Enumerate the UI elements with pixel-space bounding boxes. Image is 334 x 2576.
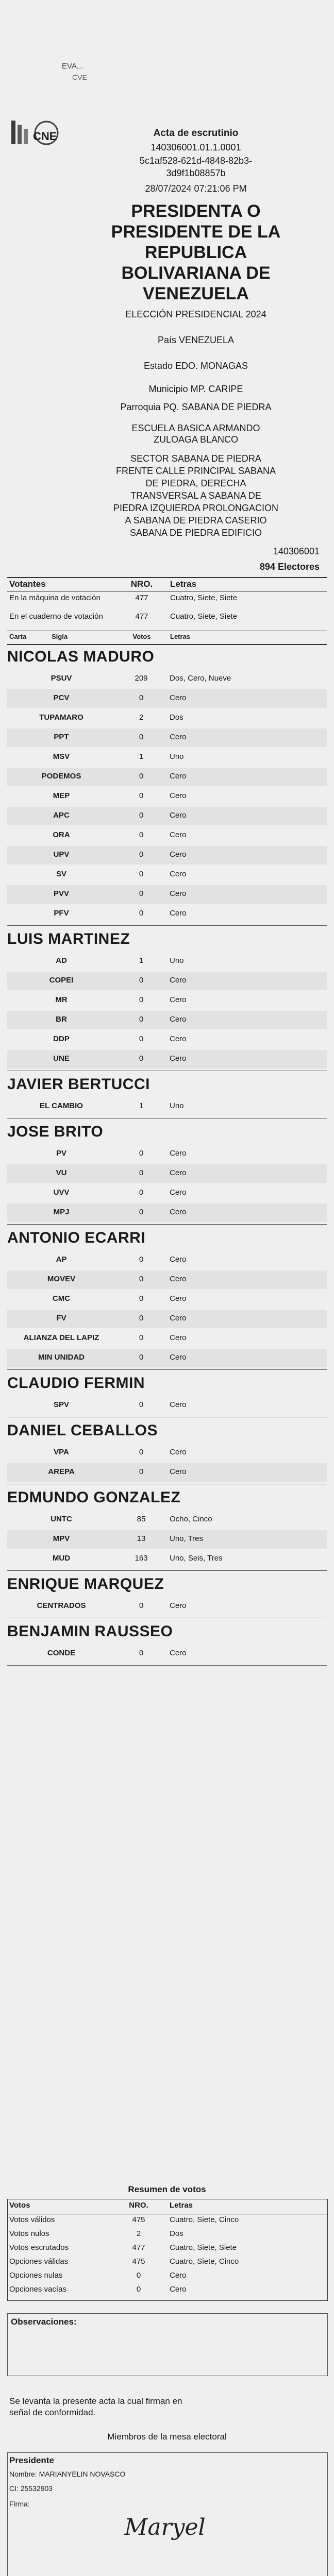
center-code: 140306001 [273, 546, 320, 556]
handwritten-signature: Maryel [124, 2514, 206, 2540]
vote-letters: Cero [170, 811, 187, 820]
vote-count: 0 [139, 831, 144, 839]
vote-count: 0 [139, 995, 144, 1004]
vote-count: 209 [135, 674, 148, 683]
vote-row [7, 670, 327, 688]
vote-letters: Cero [170, 1255, 187, 1264]
vote-row [7, 1145, 327, 1163]
candidate-name: JAVIER BERTUCCI [7, 1076, 150, 1093]
parish: Parroquia PQ. SABANA DE PIEDRA [120, 402, 272, 412]
vote-row [7, 1349, 327, 1367]
vote-count: 0 [139, 1448, 144, 1456]
vote-count: 163 [135, 1554, 148, 1563]
closing-note-line: Se levanta la presente acta la cual firman en [9, 2396, 182, 2406]
vote-count: 0 [139, 1353, 144, 1362]
address-line: SABANA DE PIEDRA EDIFICIO [129, 528, 262, 538]
closing-note-line: señal de conformidad. [9, 2408, 96, 2417]
vote-org: ALIANZA DEL LAPIZ [23, 1333, 99, 1342]
vote-letters: Cero [170, 1314, 187, 1323]
vote-row [7, 1530, 327, 1549]
vote-row [7, 1310, 327, 1328]
vote-org: PSUV [51, 674, 72, 683]
vote-count: 0 [139, 1275, 144, 1283]
vote-row [7, 728, 327, 747]
vote-row [7, 1270, 327, 1289]
timestamp: 28/07/2024 07:21:06 PM [145, 183, 247, 194]
vote-row [7, 689, 327, 708]
vote-count: 0 [139, 1149, 144, 1158]
summary-nro: 0 [136, 2285, 141, 2294]
signature-name: Nombre: MARIANYELIN NOVASCO [9, 2470, 126, 2478]
vote-count: 13 [137, 1534, 146, 1543]
vote-letters: Uno [170, 956, 184, 965]
vote-letters: Cero [170, 1601, 187, 1610]
school-line: ZULOAGA BLANCO [153, 434, 239, 445]
vote-org: CENTRADOS [37, 1601, 86, 1610]
vote-org: ORA [53, 831, 70, 839]
acta-title: Acta de escrutinio [153, 128, 239, 139]
summary-nro: 477 [132, 2243, 145, 2252]
vote-org: PPT [54, 733, 69, 741]
vote-letters: Cero [170, 889, 187, 898]
cne-logo [10, 118, 67, 160]
vote-count: 0 [139, 1168, 144, 1177]
vote-row [7, 885, 327, 904]
election-title-line: PRESIDENTA O [131, 201, 261, 221]
vote-row [7, 1164, 327, 1183]
summary-nro: 0 [136, 2271, 141, 2280]
vote-org: TUPAMARO [39, 713, 84, 722]
candidate-name: ANTONIO ECARRI [7, 1229, 146, 1246]
summary-letters: Cuatro, Siete, Cinco [170, 2257, 239, 2266]
fuzzy-sub-text: CVE [72, 73, 87, 81]
summary-nro: 2 [136, 2229, 141, 2238]
vote-org: DDP [53, 1035, 70, 1043]
vote-count: 2 [139, 713, 144, 722]
vote-org: SPV [53, 1400, 69, 1409]
vote-letters: Cero [170, 1208, 187, 1216]
vote-row [7, 768, 327, 786]
col-votes: Votos [132, 633, 151, 640]
vote-org: EL CAMBIO [40, 1101, 83, 1110]
voters-book-letters: Cuatro, Siete, Siete [170, 612, 238, 621]
vote-letters: Cero [170, 733, 187, 741]
vote-org: MOVEV [47, 1275, 76, 1283]
vote-count: 0 [139, 693, 144, 702]
vote-org: BR [56, 1015, 67, 1024]
observations-label: Observaciones: [11, 2317, 77, 2327]
vote-row [7, 1184, 327, 1202]
vote-letters: Cero [170, 791, 187, 800]
vote-letters: Cero [170, 1448, 187, 1456]
hash-line-2: 3d9f1b08857b [166, 168, 226, 178]
vote-row [7, 866, 327, 884]
vote-letters: Uno [170, 1101, 184, 1110]
address-line: SECTOR SABANA DE PIEDRA [130, 453, 261, 464]
vote-count: 0 [139, 1467, 144, 1476]
vote-org: PODEMOS [41, 772, 81, 781]
vote-letters: Cero [170, 1188, 187, 1197]
vote-letters: Cero [170, 850, 187, 859]
vote-letters: Dos [170, 713, 183, 722]
vote-org: PFV [54, 909, 69, 918]
vote-count: 0 [139, 811, 144, 820]
vote-org: COPEI [49, 976, 74, 985]
vote-letters: Cero [170, 831, 187, 839]
municipality: Municipio MP. CARIPE [148, 384, 243, 394]
vote-letters: Cero [170, 1467, 187, 1476]
summary-row [7, 2229, 327, 2244]
summary-col-nro: NRO. [129, 2201, 148, 2210]
candidate-divider [7, 1224, 327, 1225]
members-title: Miembros de la mesa electoral [107, 2432, 227, 2442]
vote-count: 0 [139, 1035, 144, 1043]
school-line: ESCUELA BASICA ARMANDO [131, 423, 260, 433]
candidate-name: BENJAMIN RAUSSEO [7, 1623, 173, 1640]
vote-org: MUD [52, 1554, 71, 1563]
vote-letters: Cero [170, 1275, 187, 1283]
summary-row [7, 2215, 327, 2230]
col-voters: Votantes [9, 579, 46, 589]
vote-row [7, 1050, 327, 1069]
vote-letters: Cero [170, 693, 187, 702]
summary-label: Votos escrutados [9, 2243, 69, 2252]
vote-row [7, 1645, 327, 1663]
vote-count: 0 [139, 870, 144, 878]
fuzzy-top-text: EVA... [62, 62, 84, 71]
voters-machine-label: En la máquina de votación [9, 594, 101, 602]
state: Estado EDO. MONAGAS [143, 361, 248, 371]
observations-box [7, 2313, 328, 2376]
vote-org: MPV [53, 1534, 70, 1543]
vote-count: 85 [137, 1515, 146, 1523]
vote-org: UPV [53, 850, 70, 859]
vote-letters: Cero [170, 1333, 187, 1342]
summary-label: Opciones válidas [9, 2257, 69, 2266]
vote-row [7, 1550, 327, 1568]
vote-count: 0 [139, 1314, 144, 1323]
vote-letters: Uno [170, 752, 184, 761]
vote-letters: Cero [170, 909, 187, 918]
summary-label: Opciones vacías [9, 2285, 66, 2294]
vote-letters: Uno, Tres [170, 1534, 204, 1543]
vote-count: 1 [139, 956, 144, 965]
election-title-line: VENEZUELA [143, 284, 249, 303]
candidate-name: DANIEL CEBALLOS [7, 1422, 158, 1439]
vote-count: 0 [139, 909, 144, 918]
vote-org: AP [56, 1255, 67, 1264]
candidate-name: JOSE BRITO [7, 1123, 104, 1140]
signature-role: Presidente [9, 2455, 54, 2465]
vote-row [7, 991, 327, 1010]
election-title [72, 201, 320, 304]
vote-letters: Cero [170, 1168, 187, 1177]
vote-org: VPA [54, 1448, 69, 1456]
vote-org: PCV [53, 693, 70, 702]
vote-row [7, 905, 327, 923]
school [72, 422, 320, 445]
candidate-divider [7, 1369, 327, 1370]
vote-letters: Cero [170, 870, 187, 878]
vote-count: 0 [139, 733, 144, 741]
address-line: PIEDRA IZQUIERDA PROLONGACION [113, 503, 279, 513]
address [72, 452, 320, 539]
vote-letters: Cero [170, 1054, 187, 1063]
vote-count: 0 [139, 889, 144, 898]
col-org: Sigla [52, 633, 68, 640]
summary-col-letters: Letras [170, 2201, 193, 2210]
vote-count: 1 [139, 752, 144, 761]
vote-org: UNE [53, 1054, 70, 1063]
summary-nro: 475 [132, 2215, 145, 2224]
vote-org: MR [55, 995, 68, 1004]
vote-count: 0 [139, 1294, 144, 1303]
vote-org: CMC [52, 1294, 71, 1303]
address-line: FRENTE CALLE PRINCIPAL SABANA [115, 466, 276, 476]
col-card: Carta [9, 633, 27, 640]
election-type: ELECCIÓN PRESIDENCIAL 2024 [125, 309, 266, 319]
address-line: A SABANA DE PIEDRA CASERIO [125, 515, 267, 526]
vote-org: UVV [53, 1188, 70, 1197]
vote-org: VU [56, 1168, 67, 1177]
vote-letters: Cero [170, 1649, 187, 1657]
vote-letters: Cero [170, 1294, 187, 1303]
candidate-name: NICOLAS MADURO [7, 648, 155, 665]
voters-machine-letters: Cuatro, Siete, Siete [170, 594, 238, 602]
vote-org: FV [56, 1314, 66, 1323]
vote-row [7, 1444, 327, 1462]
vote-count: 0 [139, 1333, 144, 1342]
candidate-name: EDMUNDO GONZALEZ [7, 1489, 181, 1506]
vote-count: 0 [139, 976, 144, 985]
vote-row [7, 1329, 327, 1348]
closing-note [9, 2396, 324, 2418]
col-nro: NRO. [130, 579, 153, 589]
address-line: DE PIEDRA, DERECHA [145, 478, 246, 488]
vote-row [7, 1030, 327, 1049]
voters-machine-nro: 477 [135, 594, 148, 602]
election-title-line: REPUBLICA [144, 243, 247, 262]
vote-row [7, 807, 327, 825]
vote-letters: Ocho, Cinco [170, 1515, 212, 1523]
vote-row [7, 1597, 327, 1616]
vote-row [7, 787, 327, 806]
vote-row [7, 952, 327, 971]
vote-org: MPJ [53, 1208, 70, 1216]
candidate-divider [7, 1570, 327, 1571]
vote-org: AREPA [48, 1467, 75, 1476]
vote-count: 0 [139, 1400, 144, 1409]
signature-firma-label: Firma: [9, 2500, 30, 2508]
vote-letters: Cero [170, 1035, 187, 1043]
vote-row [7, 1463, 327, 1482]
vote-letters: Cero [170, 1400, 187, 1409]
vote-org: MIN UNIDAD [38, 1353, 85, 1362]
summary-row [7, 2285, 327, 2299]
summary-row [7, 2243, 327, 2258]
vote-row [7, 1097, 327, 1116]
summary-label: Votos nulos [9, 2229, 49, 2238]
vote-count: 0 [139, 1255, 144, 1264]
vote-row [7, 972, 327, 990]
voters-book-nro: 477 [135, 612, 148, 621]
col-letters-2: Letras [170, 633, 191, 640]
vote-letters: Cero [170, 1353, 187, 1362]
vote-letters: Cero [170, 772, 187, 781]
vote-org: PVV [53, 889, 69, 898]
vote-count: 0 [139, 791, 144, 800]
vote-row [7, 709, 327, 727]
vote-org: PV [56, 1149, 66, 1158]
election-title-line: PRESIDENTE DE LA [111, 222, 281, 242]
vote-row [7, 748, 327, 767]
vote-row [7, 1204, 327, 1222]
summary-col-votes: Votos [9, 2201, 30, 2210]
vote-count: 0 [139, 1601, 144, 1610]
summary-row [7, 2271, 327, 2285]
candidate-divider [7, 925, 327, 926]
country: País VENEZUELA [157, 335, 235, 345]
summary-nro: 475 [132, 2257, 145, 2266]
vote-row [7, 1396, 327, 1415]
vote-row [7, 846, 327, 865]
vote-count: 0 [139, 1015, 144, 1024]
logo-text: CNE [33, 130, 57, 143]
electors-count: 894 Electores [259, 562, 320, 572]
vote-count: 0 [139, 850, 144, 859]
summary-title: Resumen de votos [128, 2184, 206, 2194]
vote-count: 0 [139, 1208, 144, 1216]
summary-label: Opciones nulas [9, 2271, 63, 2280]
vote-row [7, 826, 327, 845]
summary-letters: Cuatro, Siete, Siete [170, 2243, 237, 2252]
candidate-name: ENRIQUE MARQUEZ [7, 1575, 164, 1592]
address-line: TRANSVERSAL A SABANA DE [130, 490, 261, 501]
vote-row [7, 1011, 327, 1029]
candidate-name: CLAUDIO FERMIN [7, 1375, 145, 1392]
col-letters: Letras [170, 579, 197, 589]
vote-row [7, 1511, 327, 1529]
vote-org: CONDE [47, 1649, 76, 1657]
hash-line-1: 5c1af528-621d-4848-82b3- [139, 156, 253, 166]
vote-count: 0 [139, 772, 144, 781]
vote-org: AD [56, 956, 67, 965]
vote-letters: Cero [170, 1149, 187, 1158]
vote-org: UNTC [51, 1515, 72, 1523]
summary-letters: Dos [170, 2229, 183, 2238]
vote-count: 0 [139, 1054, 144, 1063]
vote-letters: Cero [170, 976, 187, 985]
vote-org: MEP [53, 791, 70, 800]
vote-count: 0 [139, 1188, 144, 1197]
acta-number: 140306001.01.1.0001 [151, 142, 241, 152]
election-title-line: BOLIVARIANA DE [121, 263, 271, 283]
vote-letters: Cero [170, 1015, 187, 1024]
summary-letters: Cero [170, 2271, 187, 2280]
vote-letters: Dos, Cero, Nueve [170, 674, 231, 683]
vote-org: SV [56, 870, 66, 878]
voters-book-label: En el cuaderno de votación [9, 612, 103, 621]
vote-count: 0 [139, 1649, 144, 1657]
vote-org: MSV [53, 752, 70, 761]
candidate-divider [7, 1665, 327, 1666]
signature-ci: CI: 25532903 [9, 2484, 53, 2493]
summary-row [7, 2257, 327, 2272]
vote-row [7, 1290, 327, 1309]
vote-org: APC [53, 811, 70, 820]
summary-label: Votos válidos [9, 2215, 55, 2224]
vote-count: 1 [139, 1101, 144, 1110]
summary-letters: Cuatro, Siete, Cinco [170, 2215, 239, 2224]
candidate-name: LUIS MARTINEZ [7, 930, 130, 947]
summary-letters: Cero [170, 2285, 187, 2294]
vote-letters: Cero [170, 995, 187, 1004]
vote-row [7, 1251, 327, 1269]
vote-letters: Uno, Seis, Tres [170, 1554, 223, 1563]
summary-header [7, 2201, 327, 2215]
